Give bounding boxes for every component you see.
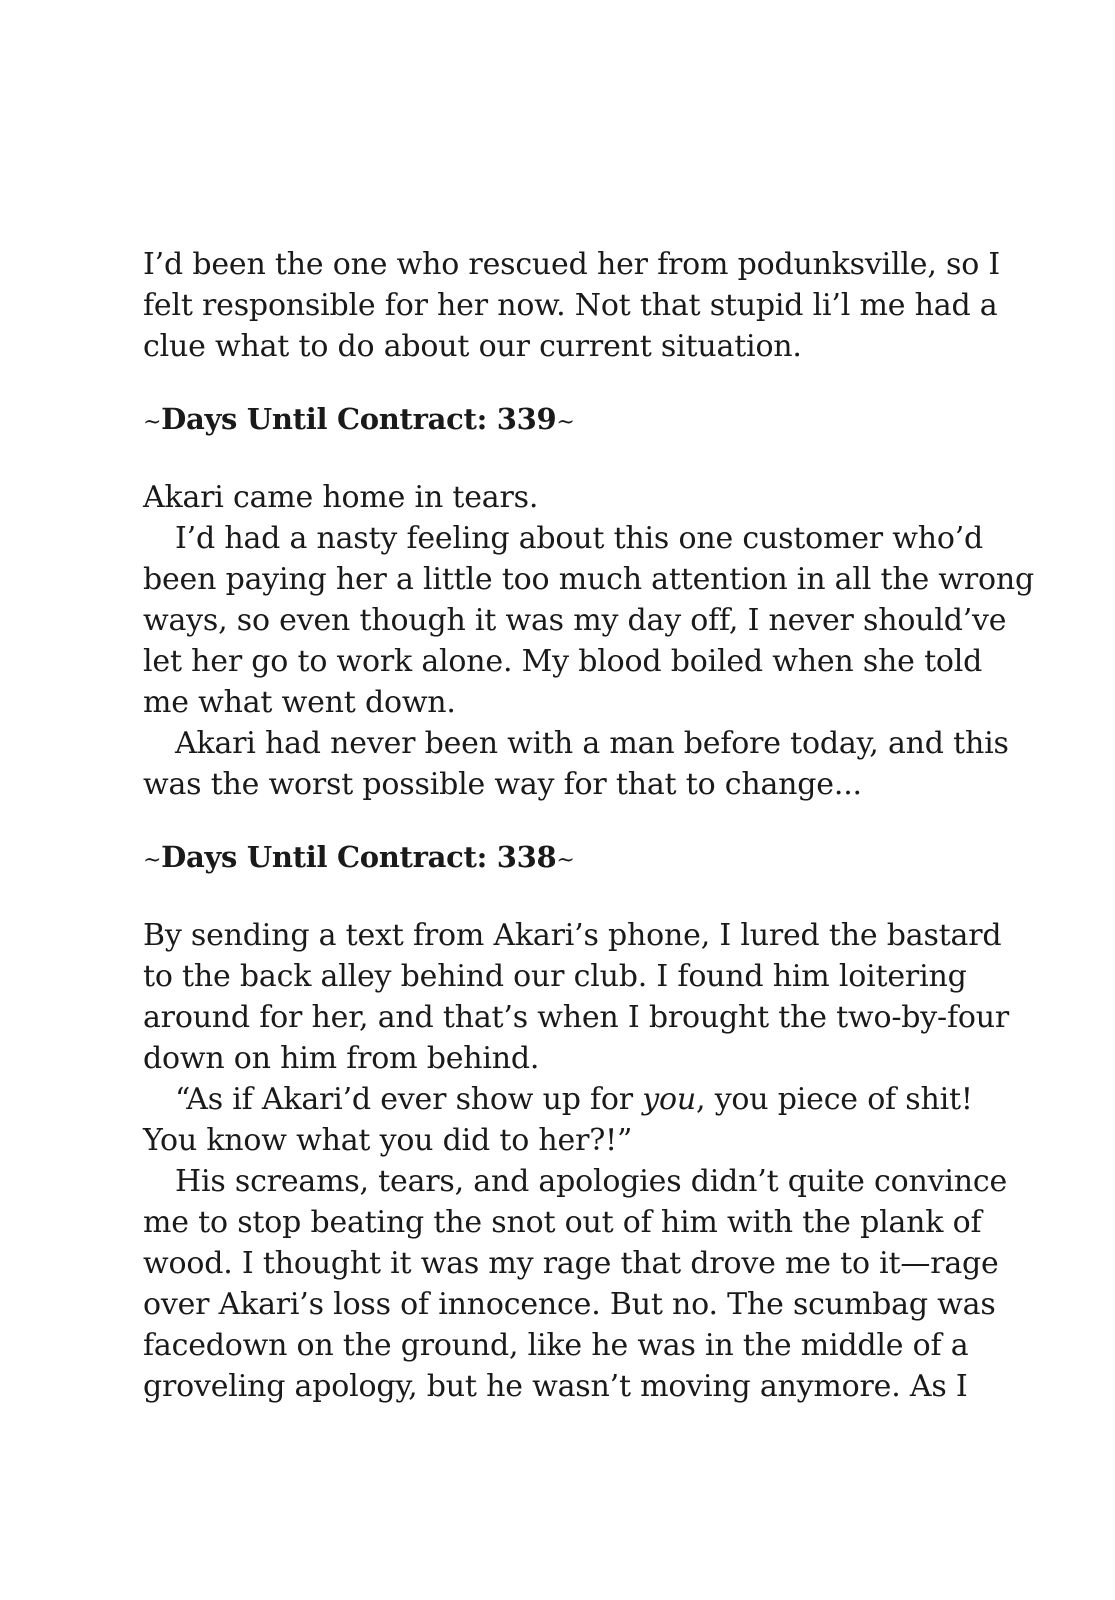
section-body-339 bbox=[143, 477, 1034, 805]
text-line: His screams, tears, and apologies didn’t quite convince bbox=[175, 1164, 1008, 1199]
heading-tilde: ~ bbox=[556, 410, 575, 435]
text-line: me to stop beating the snot out of him with the plank of bbox=[143, 1205, 982, 1240]
page-body bbox=[143, 244, 1034, 1407]
heading-tilde: ~ bbox=[143, 410, 162, 435]
text-line: By sending a text from Akari’s phone, I lured the bastard bbox=[143, 918, 1002, 953]
dialogue-line: You know what you did to her?!” bbox=[143, 1123, 633, 1158]
text-line: around for her, and that’s when I brought the two-by-four bbox=[143, 1000, 1009, 1035]
text-line: was the worst possible way for that to change... bbox=[143, 767, 862, 802]
heading-text: Days Until Contract: 338 bbox=[161, 840, 557, 874]
heading-text: Days Until Contract: 339 bbox=[161, 402, 557, 436]
text-line: facedown on the ground, like he was in the middle of a bbox=[143, 1328, 969, 1363]
text-line: I’d had a nasty feeling about this one customer who’d bbox=[175, 521, 984, 556]
text-line: down on him from behind. bbox=[143, 1041, 540, 1076]
text-line: ways, so even though it was my day off, I never should’ve bbox=[143, 603, 1007, 638]
text-line: felt responsible for her now. Not that stupid li’l me had a bbox=[143, 288, 998, 323]
text-line: to the back alley behind our club. I found him loitering bbox=[143, 959, 967, 994]
section-body-338 bbox=[143, 915, 1009, 1407]
text-line: me what went down. bbox=[143, 685, 456, 720]
text-line: I’d been the one who rescued her from podunksville, so I bbox=[143, 247, 1001, 282]
dialogue-text: , you piece of shit! bbox=[696, 1082, 973, 1117]
text-line: wood. I thought it was my rage that drove me to it—rage bbox=[143, 1246, 999, 1281]
text-line: clue what to do about our current situation. bbox=[143, 329, 802, 364]
text-line: over Akari’s loss of innocence. But no. The scumbag was bbox=[143, 1287, 996, 1322]
heading-tilde: ~ bbox=[556, 848, 575, 873]
dialogue-text: “As if Akari’d ever show up for bbox=[175, 1082, 643, 1117]
section-heading-339 bbox=[143, 399, 963, 440]
text-line: Akari came home in tears. bbox=[143, 480, 539, 515]
text-line: Akari had never been with a man before today, and this bbox=[175, 726, 1009, 761]
text-line: let her go to work alone. My blood boiled when she told bbox=[143, 644, 983, 679]
emphasis-text: you bbox=[642, 1082, 697, 1117]
text-line: groveling apology, but he wasn’t moving anymore. As I bbox=[143, 1369, 968, 1404]
dialogue-line bbox=[143, 1079, 973, 1120]
heading-tilde: ~ bbox=[143, 848, 162, 873]
intro-paragraph bbox=[143, 244, 1001, 367]
text-line: been paying her a little too much attention in all the wrong bbox=[143, 562, 1034, 597]
section-heading-338 bbox=[143, 837, 963, 878]
